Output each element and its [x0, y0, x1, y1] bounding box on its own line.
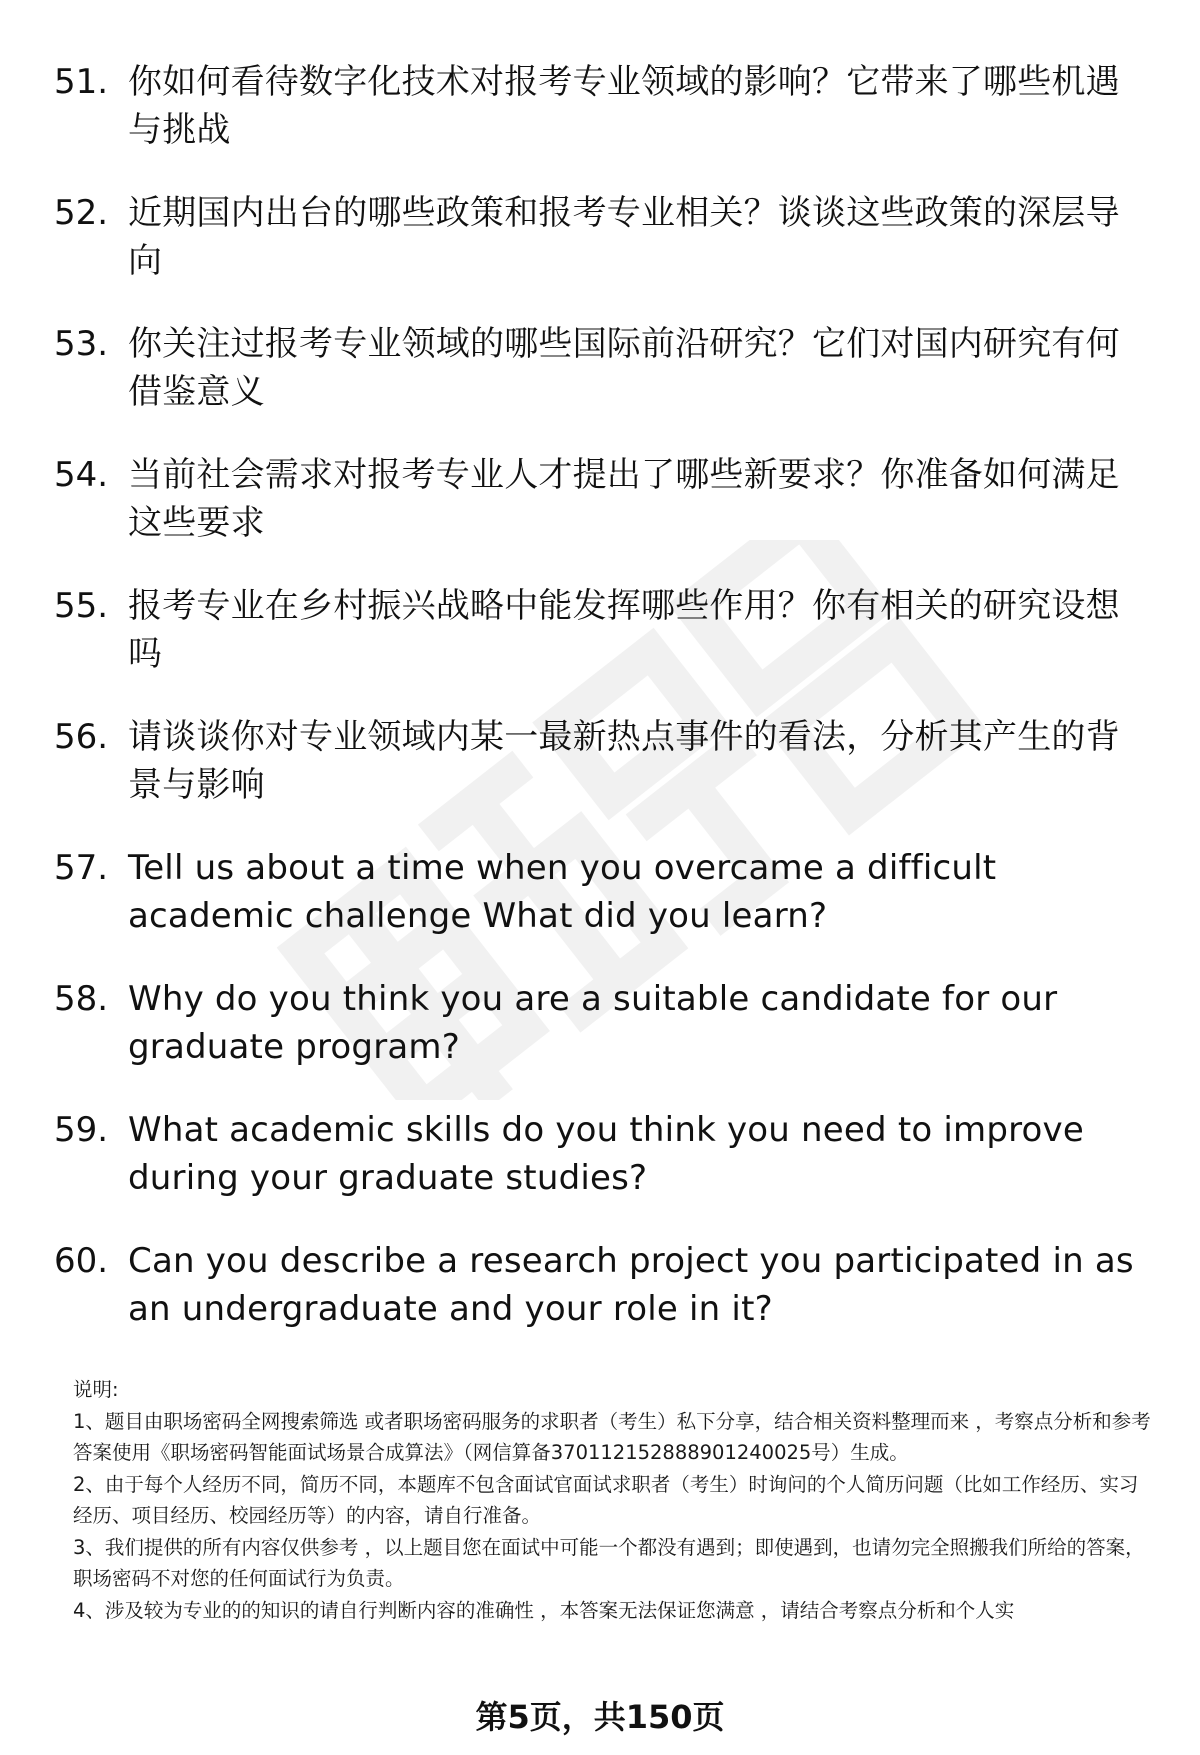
question-text: 报考专业在乡村振兴战略中能发挥哪些作用？你有相关的研究设想吗 [128, 586, 1120, 674]
question-text: Why do you think you are a suitable candidate for our graduate program? [128, 979, 1058, 1067]
note-item: 3、我们提供的所有内容仅供参考 ，以上题目您在面试中可能一个都没有遇到；即使遇到，也请勿完全照搬我们所给的答案，职场密码不对您的任何面试行为负责。 [73, 1535, 1145, 1590]
note-item: 1、题目由职场密码全网搜索筛选 或者职场密码服务的求职者（考生）私下分享，结合相关资料整理而来 ，考察点分析和参考答案使用《职场密码智能面试场景合成算法》（网信算备370112152888901240025号）生成。 [73, 1409, 1151, 1464]
question-list [54, 58, 1144, 1368]
question-item [54, 58, 1144, 189]
question-text: Tell us about a time when you overcame a difficult academic challenge What did you learn? [128, 848, 997, 936]
question-text: 当前社会需求对报考专业人才提出了哪些新要求？你准备如何满足这些要求 [128, 455, 1120, 543]
question-text: What academic skills do you think you need to improve during your graduate studies? [128, 1110, 1084, 1198]
question-number: 52. [54, 193, 109, 233]
page-number-label: 第5页，共150页 [475, 1698, 725, 1736]
question-text: 你关注过报考专业领域的哪些国际前沿研究？它们对国内研究有何借鉴意义 [128, 324, 1120, 412]
question-item [54, 582, 1144, 713]
question-text: 近期国内出台的哪些政策和报考专业相关？谈谈这些政策的深层导向 [128, 193, 1120, 281]
question-number: 51. [54, 62, 109, 102]
question-text: 你如何看待数字化技术对报考专业领域的影响？它带来了哪些机遇与挑战 [128, 62, 1120, 150]
question-item [54, 451, 1144, 582]
question-number: 54. [54, 455, 109, 495]
question-item [54, 1106, 1144, 1237]
question-item [54, 975, 1144, 1106]
question-item [54, 713, 1144, 844]
question-item [54, 844, 1144, 975]
question-number: 60. [54, 1241, 109, 1281]
question-text: Can you describe a research project you participated in as an undergraduate and your role in it? [128, 1241, 1134, 1329]
question-number: 53. [54, 324, 109, 364]
notes-section [73, 1374, 1153, 1626]
note-item: 4、涉及较为专业的的知识的请自行判断内容的准确性 ，本答案无法保证您满意 ，请结合考察点分析和个人实 [73, 1598, 1015, 1622]
question-item [54, 1237, 1144, 1368]
question-number: 59. [54, 1110, 109, 1150]
note-item: 2、由于每个人经历不同，简历不同，本题库不包含面试官面试求职者（考生）时询问的个人简历问题（比如工作经历、实习经历、项目经历、校园经历等）的内容，请自行准备。 [73, 1472, 1139, 1527]
question-item [54, 320, 1144, 451]
question-item [54, 189, 1144, 320]
question-number: 57. [54, 848, 109, 888]
question-number: 56. [54, 717, 109, 757]
question-number: 55. [54, 586, 109, 626]
question-number: 58. [54, 979, 109, 1019]
question-text: 请谈谈你对专业领域内某一最新热点事件的看法，分析其产生的背景与影响 [128, 717, 1120, 805]
notes-heading: 说明: [73, 1378, 119, 1401]
